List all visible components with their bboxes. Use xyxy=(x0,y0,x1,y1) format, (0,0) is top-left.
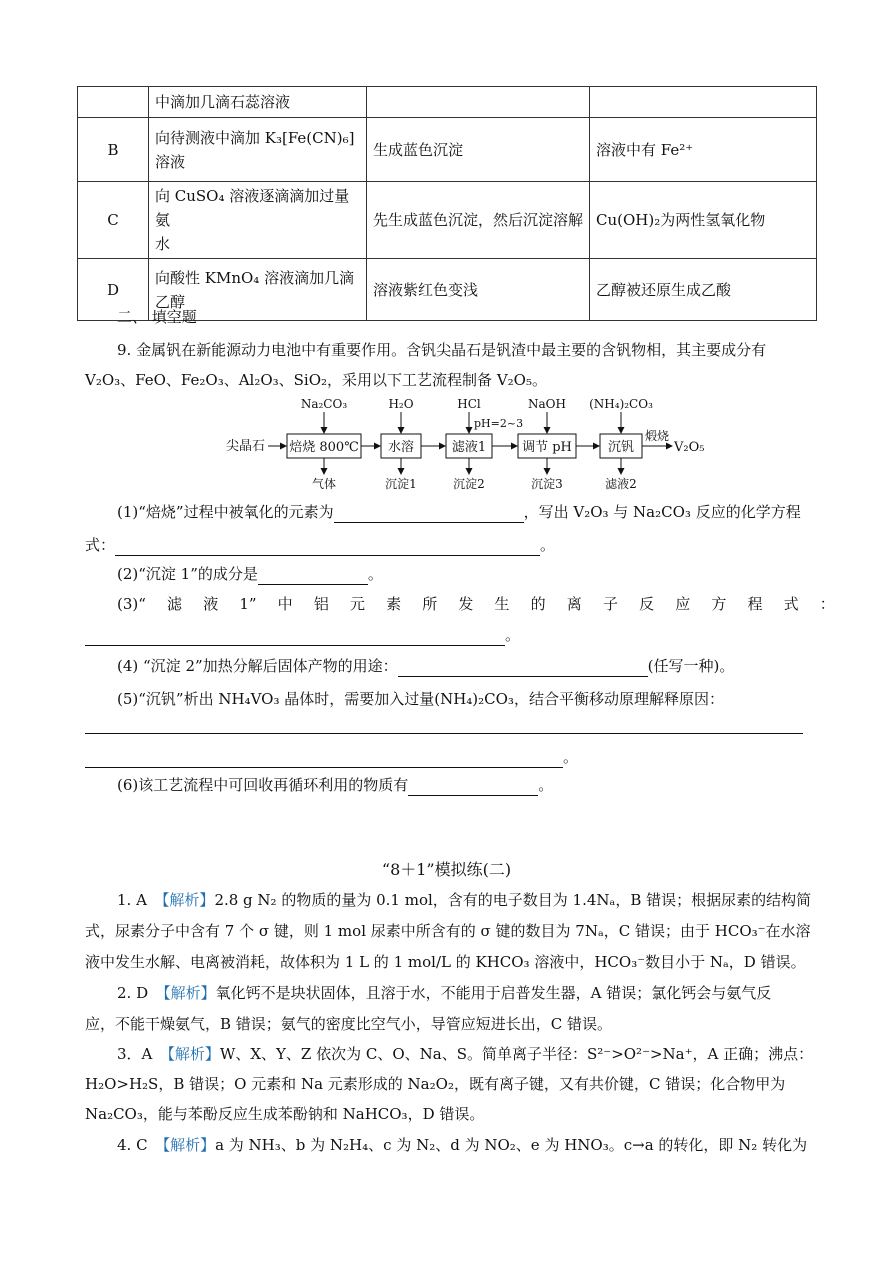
q9-part3-char: 1” xyxy=(239,595,257,613)
q9-part3-char: 所 xyxy=(422,595,438,613)
answer-4: 4. C 【解析】a 为 NH₃、b 为 N₂H₄、c 为 N₂、d 为 NO₂、e 为 HNO₃。c→a 的转化，即 N₂ 转化为 xyxy=(117,1136,808,1154)
row-operation: 向待测液中滴加 K₃[Fe(CN)₆] 溶液 xyxy=(149,118,367,182)
row-operation: 中滴加几滴石蕊溶液 xyxy=(149,87,367,118)
q9-part3-char: (3)“ xyxy=(117,595,146,613)
answer-blank[interactable] xyxy=(408,779,538,796)
q9-part5: (5)“沉钒”析出 NH₄VO₃ 晶体时，需要加入过量(NH₄)₂CO₃，结合平衡移动原理解释原因： xyxy=(117,690,724,708)
flow-box-label: 滤液1 xyxy=(451,440,487,455)
flow-start: 尖晶石 xyxy=(226,439,266,454)
q9-part3-char: 元 xyxy=(349,595,365,613)
flow-output: 滤液2 xyxy=(605,477,637,491)
row-conclusion: 溶液中有 Fe²⁺ xyxy=(590,118,817,182)
q9-part3-char: 素 xyxy=(386,595,402,613)
flow-input: HCl xyxy=(457,397,481,411)
flow-box-label: 水溶 xyxy=(387,440,415,455)
q9-part1: (1)“焙烧”过程中被氧化的元素为 ，写出 V₂O₃ 与 Na₂CO₃ 反应的化学方程 xyxy=(117,503,801,521)
answer-1-cont: 液中发生水解、电离被消耗，故体积为 1 L 的 1 mol/L 的 KHCO₃ 溶液中，HCO₃⁻数目小于 Nₐ，D 错误。 xyxy=(85,953,806,971)
answer-blank[interactable] xyxy=(334,506,524,523)
q9-part3-char: 液 xyxy=(203,595,219,613)
flow-box-label: 沉钒 xyxy=(607,440,635,455)
q9-part3-char: 生 xyxy=(494,595,510,613)
q9-part3-cont: 。 xyxy=(85,624,815,646)
q9-stem: 9. 金属钒在新能源动力电池中有重要作用。含钒尖晶石是钒渣中最主要的含钒物相，其主要成分有 xyxy=(117,341,767,359)
q9-part3-char: ： xyxy=(819,595,835,613)
answer-blank[interactable] xyxy=(85,751,563,768)
flow-input: H₂O xyxy=(388,397,414,411)
row-phenomenon xyxy=(367,87,590,118)
analysis-tag: 【解析】 xyxy=(161,891,215,909)
flow-calcine-label: 煅烧 xyxy=(644,429,670,443)
table-row xyxy=(78,118,817,182)
answer-blank[interactable] xyxy=(85,629,505,646)
q9-part4: (4) “沉淀 2”加热分解后固体产物的用途： (任写一种)。 xyxy=(117,657,735,675)
table-row xyxy=(78,182,817,259)
answer-2-cont: 应，不能干燥氨气，B 错误；氨气的密度比空气小，导管应短进长出，C 错误。 xyxy=(85,1015,613,1033)
q9-part3-char: 式 xyxy=(783,595,799,613)
row-conclusion: Cu(OH)₂为两性氢氧化物 xyxy=(590,182,817,259)
row-operation: 向 CuSO₄ 溶液逐滴滴加过量氨 水 xyxy=(149,182,367,259)
table-row xyxy=(78,87,817,118)
answer-3: 3．A 【解析】W、X、Y、Z 依次为 C、O、Na、S。简单离子半径：S²⁻>O²⁻>Na⁺，A 正确；沸点： xyxy=(117,1045,814,1063)
q9-part3-char: 离 xyxy=(566,595,582,613)
flow-ph-note: pH=2~3 xyxy=(474,417,524,430)
flow-output: 气体 xyxy=(311,477,337,491)
answer-line[interactable] xyxy=(85,733,803,734)
q9-stem-cont: V₂O₃、FeO、Fe₂O₃、Al₂O₃、SiO₂，采用以下工艺流程制备 V₂O₅。 xyxy=(85,371,547,389)
flow-output: 沉淀3 xyxy=(531,477,563,491)
row-label: D xyxy=(78,259,149,321)
q9-part1-cont: 式： 。 xyxy=(85,536,556,554)
row-operation: 向酸性 KMnO₄ 溶液滴加几滴 乙醇 xyxy=(149,259,367,321)
experiment-table xyxy=(77,86,817,321)
q9-part3-char: 滤 xyxy=(167,595,183,613)
q9-part5-cont: 。 xyxy=(85,746,815,768)
answer-blank[interactable] xyxy=(258,568,368,585)
flow-box-label: 焙烧 800℃ xyxy=(289,440,359,455)
row-conclusion: 乙醇被还原生成乙酸 xyxy=(590,259,817,321)
analysis-tag: 【解析】 xyxy=(167,1045,220,1063)
answer-title: “8＋1”模拟练(二) xyxy=(381,860,512,879)
analysis-tag: 【解析】 xyxy=(163,984,216,1002)
row-label xyxy=(78,87,149,118)
answer-2: 2. D 【解析】氧化钙不是块状固体，且溶于水，不能用于启普发生器，A 错误；氯化钙会与氨气反 xyxy=(117,984,772,1002)
answer-3-cont: Na₂CO₃，能与苯酚反应生成苯酚钠和 NaHCO₃，D 错误。 xyxy=(85,1105,485,1123)
flow-box-label: 调节 pH xyxy=(522,440,572,455)
flow-output: 沉淀2 xyxy=(453,477,485,491)
flow-input: (NH₄)₂CO₃ xyxy=(589,397,653,411)
q9-part3-char: 程 xyxy=(747,595,763,613)
flow-product: V₂O₅ xyxy=(674,440,705,455)
q9-part6: (6)该工艺流程中可回收再循环利用的物质有 。 xyxy=(117,776,554,794)
row-phenomenon: 生成蓝色沉淀 xyxy=(367,118,590,182)
row-phenomenon: 先生成蓝色沉淀，然后沉淀溶解 xyxy=(367,182,590,259)
process-flowchart xyxy=(220,394,710,494)
flow-output: 沉淀1 xyxy=(385,477,417,491)
answer-blank[interactable] xyxy=(398,660,648,677)
q9-part3-char: 应 xyxy=(675,595,691,613)
flow-input: Na₂CO₃ xyxy=(300,397,348,411)
q9-part3-char: 铝 xyxy=(313,595,329,613)
answer-3-cont: H₂O>H₂S，B 错误；O 元素和 Na 元素形成的 Na₂O₂，既有离子键，又有共价键，C 错误；化合物甲为 xyxy=(85,1075,786,1093)
analysis-tag: 【解析】 xyxy=(162,1136,216,1154)
flow-input: NaOH xyxy=(528,397,566,411)
q9-part3-char: 的 xyxy=(530,595,546,613)
q9-part3 xyxy=(117,593,847,615)
answer-1: 1. A 【解析】2.8 g N₂ 的物质的量为 0.1 mol，含有的电子数目为 1.4Nₐ，B 错误；根据尿素的结构简 xyxy=(117,891,812,909)
q9-part2: (2)“沉淀 1”的成分是 。 xyxy=(117,565,383,583)
row-conclusion xyxy=(590,87,817,118)
q9-part3-char: 反 xyxy=(639,595,655,613)
row-label: C xyxy=(78,182,149,259)
q9-part3-char: 方 xyxy=(711,595,727,613)
q9-part3-char: 中 xyxy=(277,595,293,613)
answer-1-cont: 式，尿素分子中含有 7 个 σ 键，则 1 mol 尿素中所含有的 σ 键的数目为 7Nₐ，C 错误；由于 HCO₃⁻在水溶 xyxy=(85,922,811,940)
row-phenomenon: 溶液紫红色变浅 xyxy=(367,259,590,321)
row-label: B xyxy=(78,118,149,182)
q9-part3-char: 子 xyxy=(602,595,618,613)
answer-blank[interactable] xyxy=(115,539,540,556)
q9-part3-char: 发 xyxy=(458,595,474,613)
section-heading: 二、 填空题 xyxy=(117,308,197,326)
